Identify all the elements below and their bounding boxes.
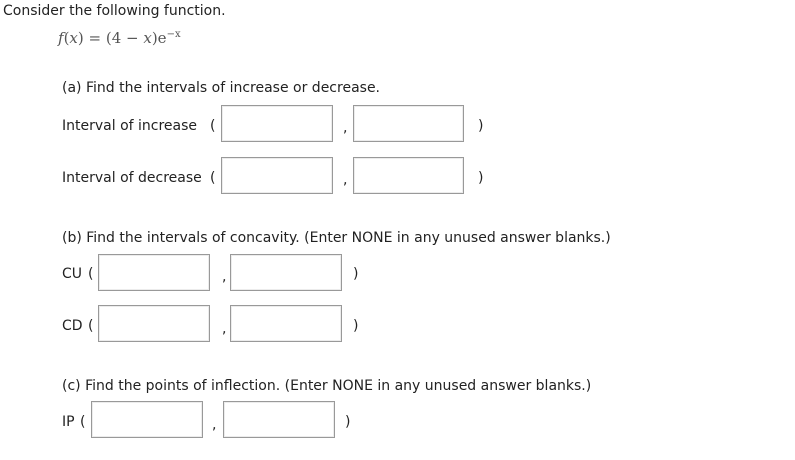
ip-close-paren: ) — [345, 414, 351, 430]
cd-label: CD — [62, 318, 83, 334]
decrease-close-paren: ) — [478, 170, 484, 186]
increase-close-paren: ) — [478, 118, 484, 134]
formula-close: )e — [151, 29, 167, 47]
cd-close-paren: ) — [353, 318, 359, 334]
formula-eq: ) = (4 − — [77, 29, 144, 47]
increase-end-input[interactable] — [353, 105, 464, 142]
decrease-open-paren: ( — [210, 170, 216, 186]
cu-open-paren: ( — [88, 266, 94, 282]
ip-label: IP — [62, 414, 75, 430]
problem-intro: Consider the following function. — [3, 3, 226, 19]
function-formula: $f(x) = (4 - x)e^{-x}$ — [58, 29, 181, 47]
cu-end-input[interactable] — [230, 254, 342, 291]
part-a-heading: (a) Find the intervals of increase or decrease. — [62, 80, 381, 96]
cu-start-input[interactable] — [98, 254, 210, 291]
cu-label: CU — [62, 266, 83, 282]
cd-start-input[interactable] — [98, 305, 210, 342]
cu-comma: , — [222, 269, 227, 285]
decrease-end-input[interactable] — [353, 157, 464, 194]
ip-open-paren: ( — [80, 414, 86, 430]
cd-open-paren: ( — [88, 318, 94, 334]
ip-x-input[interactable] — [91, 401, 203, 438]
part-b-heading: (b) Find the intervals of concavity. (Enter NONE in any unused answer blanks.) — [62, 230, 611, 246]
cd-end-input[interactable] — [230, 305, 342, 342]
increase-comma: , — [343, 120, 348, 136]
formula-f: f — [58, 29, 64, 47]
formula-x2: x — [143, 29, 152, 47]
decrease-start-input[interactable] — [221, 157, 333, 194]
ip-comma: , — [212, 417, 217, 433]
formula-x1: x — [69, 29, 78, 47]
formula-exponent: −x — [166, 29, 181, 40]
decrease-comma: , — [343, 172, 348, 188]
cd-comma: , — [222, 321, 227, 337]
ip-y-input[interactable] — [223, 401, 335, 438]
increase-open-paren: ( — [210, 118, 216, 134]
increase-start-input[interactable] — [221, 105, 333, 142]
increase-label: Interval of increase — [62, 118, 198, 134]
part-c-heading: (c) Find the points of inflection. (Enter NONE in any unused answer blanks.) — [62, 378, 592, 394]
cu-close-paren: ) — [353, 266, 359, 282]
decrease-label: Interval of decrease — [62, 170, 202, 186]
